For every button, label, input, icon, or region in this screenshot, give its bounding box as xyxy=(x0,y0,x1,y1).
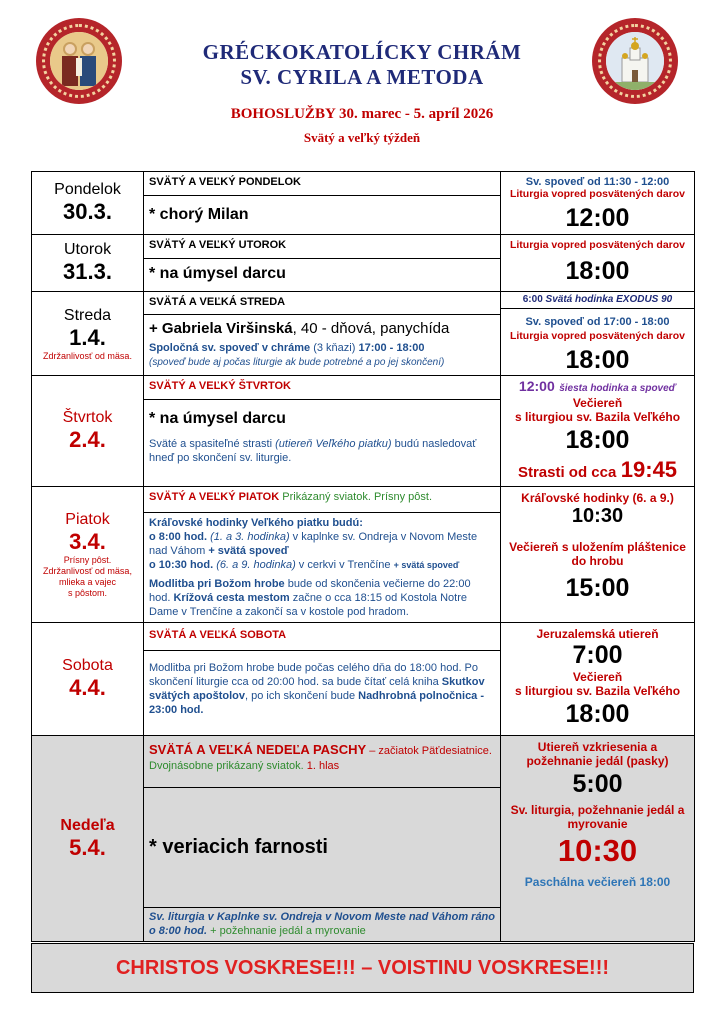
liturgy-label: Sv. liturgia, požehnanie jedál a myrovanie xyxy=(510,803,685,831)
paschal-vespers: Paschálna večiereň 18:00 xyxy=(524,875,671,889)
day-label-cell xyxy=(144,623,501,651)
passion-label: Strasti od cca xyxy=(517,464,617,481)
day-name: Piatok xyxy=(65,510,110,528)
day-date: 30.3. xyxy=(63,199,112,224)
day-label-extra: – začiatok Päťdesiatnice. xyxy=(366,745,492,757)
fasting-note-4: s pôstom. xyxy=(67,587,107,598)
intention-cell xyxy=(144,314,501,375)
fasting-note-3: mlieka a vajec xyxy=(58,576,117,587)
pre-service: Svätá hodinka EXODUS 90 xyxy=(545,294,673,305)
day-date: 2.4. xyxy=(69,427,106,452)
service-time-2: 18:00 xyxy=(565,700,630,728)
day-label-cell xyxy=(144,235,501,259)
confession-priests: (3 kňazi) xyxy=(310,341,359,354)
intention-cell xyxy=(144,196,501,235)
day-label-cell xyxy=(144,736,501,788)
service-time: 12:00 xyxy=(565,204,630,232)
day-date: 1.4. xyxy=(69,324,106,350)
time-cell-monday xyxy=(501,172,695,235)
intention-detail: , 40 - dňová, panychída xyxy=(292,319,450,337)
time-cell-tuesday xyxy=(501,235,695,292)
chapel-liturgy-cell xyxy=(144,908,501,942)
vespers-label: Večiereň s uložením pláštenice do hrobu xyxy=(509,540,686,568)
intention: * na úmysel darcu xyxy=(149,265,286,282)
week-title: Svätý a veľký týždeň xyxy=(303,130,421,145)
royal-hours-label: Kráľovské hodinky (6. a 9.) xyxy=(521,491,674,505)
day-cell-monday xyxy=(32,172,144,235)
day-cell-wednesday xyxy=(32,292,144,376)
day-cell-friday xyxy=(32,487,144,623)
prayer-title: Modlitba pri Božom hrobe xyxy=(149,578,285,590)
service-time-2: 15:00 xyxy=(565,574,630,602)
day-date: 5.4. xyxy=(69,834,106,860)
intention-cell xyxy=(144,259,501,292)
day-cell-saturday xyxy=(32,623,144,736)
day-date: 31.3. xyxy=(63,259,112,284)
church-title: GRÉCKOKATOLÍCKY CHRÁM xyxy=(202,40,522,64)
day-label: SVÄTÁ A VEĽKÁ STREDA xyxy=(149,296,286,308)
friday-detail-cell xyxy=(144,513,501,623)
cross-way-detail: začne o cca 18:15 od Kostola Notre Dame v Trenčíne a zakončí sa v kostole pod hradom. xyxy=(149,592,467,618)
confession-hours: 17:00 - 18:00 xyxy=(358,341,425,354)
time-cell-thursday xyxy=(501,376,695,487)
day-name: Sobota xyxy=(62,657,113,674)
day-name: Nedeľa xyxy=(60,816,115,834)
resurrection-matins: Utiereň vzkriesenia a požehnanie jedál (pasky) xyxy=(526,740,669,768)
service-time: 18:00 xyxy=(565,346,630,374)
intention: * veriacich farnosti xyxy=(149,836,328,858)
intention: * na úmysel darcu xyxy=(149,410,286,427)
matins-label: Jeruzalemská utiereň xyxy=(536,627,659,641)
confession-note: (spoveď bude aj počas liturgie ak bude potrebné a po jej skončení) xyxy=(149,356,445,368)
day-label: SVÄTÝ A VEĽKÝ ŠTVRTOK xyxy=(149,380,292,392)
day-label-tone: 1. hlas xyxy=(303,760,340,772)
prayer-detail: bude od skončenia večierne do 22:00 hod. xyxy=(149,578,471,604)
cross-way-title: Krížová cesta mestom xyxy=(173,592,290,604)
intention: * chorý Milan xyxy=(149,206,249,223)
service-time-2: 10:30 xyxy=(557,833,638,868)
vespers-detail: s liturgiou sv. Bazila Veľkého xyxy=(514,684,681,698)
day-label-cell xyxy=(144,292,501,315)
day-label: SVÄTÁ A VEĽKÁ SOBOTA xyxy=(149,629,287,641)
passion-text-a: Sväté a spasiteľné strasti xyxy=(149,438,276,450)
day-name: Štvrtok xyxy=(62,409,113,426)
pre-time: 12:00 xyxy=(518,378,555,394)
liturgy-label: Liturgia vopred posvätených darov xyxy=(509,330,686,342)
day-date: 4.4. xyxy=(69,675,106,700)
pre-service: šiesta hodinka a spoveď xyxy=(559,383,677,394)
day-label: SVÄTÝ A VEĽKÝ PONDELOK xyxy=(149,176,301,188)
hours-b-confession: + svätá spoveď xyxy=(393,560,460,570)
vespers-detail: s liturgiou sv. Bazila Veľkého xyxy=(514,410,681,424)
confession-time: Sv. spoveď od 11:30 - 12:00 xyxy=(525,176,670,188)
service-time-1: 5:00 xyxy=(572,770,623,798)
hours-a-time: o 8:00 hod. xyxy=(149,531,208,543)
liturgy-label: Liturgia vopred posvätených darov xyxy=(509,239,686,251)
hours-b-time: o 10:30 hod. xyxy=(149,559,214,571)
time-cell-sunday xyxy=(501,736,695,942)
hours-a-confession: + svätá spoveď xyxy=(208,545,289,557)
day-label-cell xyxy=(144,376,501,400)
intention-cell xyxy=(144,788,501,908)
day-cell-thursday xyxy=(32,376,144,487)
vespers-label: Večiereň xyxy=(572,396,623,410)
church-subtitle: SV. CYRILA A METODA xyxy=(240,65,484,89)
saturday-detail-cell xyxy=(144,651,501,736)
day-label-cell xyxy=(144,487,501,513)
day-label: SVÄTÝ A VEĽKÝ PIATOK xyxy=(149,491,280,503)
chapel-blessing: + požehnanie jedál a myrovanie xyxy=(207,925,366,937)
hours-a-place: v kaplnke sv. Ondreja v Novom Meste nad Váhom xyxy=(149,531,478,557)
service-time: 18:00 xyxy=(565,257,630,285)
fasting-note-2: Zdržanlivosť od mäsa, xyxy=(43,565,132,576)
liturgy-label: Liturgia vopred posvätených darov xyxy=(509,188,686,200)
services-period: BOHOSLUŽBY 30. marec - 5. apríl 2026 xyxy=(230,106,494,122)
day-label-green: Dvojnásobne prikázaný sviatok. xyxy=(149,760,304,772)
service-time-1: 7:00 xyxy=(572,641,623,669)
pre-time: 6:00 xyxy=(522,294,543,305)
paschal-greeting: CHRISTOS VOSKRESE!!! – VOISTINU VOSKRESE!!! xyxy=(31,943,694,993)
day-label: SVÄTÝ A VEĽKÝ UTOROK xyxy=(149,239,287,251)
hours-b-italic: (6. a 9. hodinka) xyxy=(213,559,296,571)
sat-text-b: Skutkov svätých apoštolov xyxy=(149,676,485,702)
chapel-liturgy: Sv. liturgia v Kaplnke sv. Ondreja v Novom Meste nad Váhom ráno o 8:00 hod. xyxy=(149,911,495,937)
hours-a-italic: (1. a 3. hodinka) xyxy=(207,531,290,543)
day-name: Streda xyxy=(63,306,112,324)
royal-hours-title: Kráľovské hodinky Veľkého piatku budú: xyxy=(149,517,363,529)
hours-b-place: v cerkvi v Trenčíne xyxy=(295,559,394,571)
day-label: SVÄTÁ A VEĽKÁ NEDEĽA PASCHY xyxy=(149,742,367,757)
time-cell-wednesday xyxy=(501,292,695,376)
day-date: 3.4. xyxy=(69,528,106,554)
day-name: Utorok xyxy=(63,241,112,258)
intention-name: + Gabriela Viršinská xyxy=(149,319,293,337)
service-time: 18:00 xyxy=(565,426,630,454)
vespers-label: Večiereň xyxy=(572,670,623,684)
fasting-note-1: Prísny pôst. xyxy=(63,554,112,565)
day-cell-sunday xyxy=(32,736,144,942)
service-time-1: 10:30 xyxy=(571,505,624,527)
passion-time: 19:45 xyxy=(620,457,678,482)
day-label-extra: Prikázaný sviatok. Prísny pôst. xyxy=(279,491,433,503)
confession-time: Sv. spoveď od 17:00 - 18:00 xyxy=(525,316,670,328)
day-label-cell xyxy=(144,172,501,196)
day-name: Pondelok xyxy=(54,181,121,198)
intention-cell xyxy=(144,400,501,487)
confession-title: Spoločná sv. spoveď v chráme xyxy=(149,341,311,354)
time-cell-saturday xyxy=(501,623,695,736)
passion-text-c: budú nasledovať hneď po skončení sv. liturgie. xyxy=(149,438,477,464)
sat-text-c: , po ich skončení bude xyxy=(244,690,359,702)
schedule-table xyxy=(31,171,695,942)
day-cell-tuesday xyxy=(32,235,144,292)
fasting-note: Zdržanlivosť od mäsa. xyxy=(43,350,132,361)
time-cell-friday xyxy=(501,487,695,623)
sat-text-d: Nadhrobná polnočnica - 23:00 hod. xyxy=(149,690,485,716)
passion-text-b: (utiereň Veľkého piatku) xyxy=(275,438,392,450)
sat-text-a: Modlitba pri Božom hrobe bude počas celého dňa do 18:00 hod. Po skončení liturgie cca od 20:00 hod. sa bude čítať celá kniha xyxy=(149,662,479,688)
